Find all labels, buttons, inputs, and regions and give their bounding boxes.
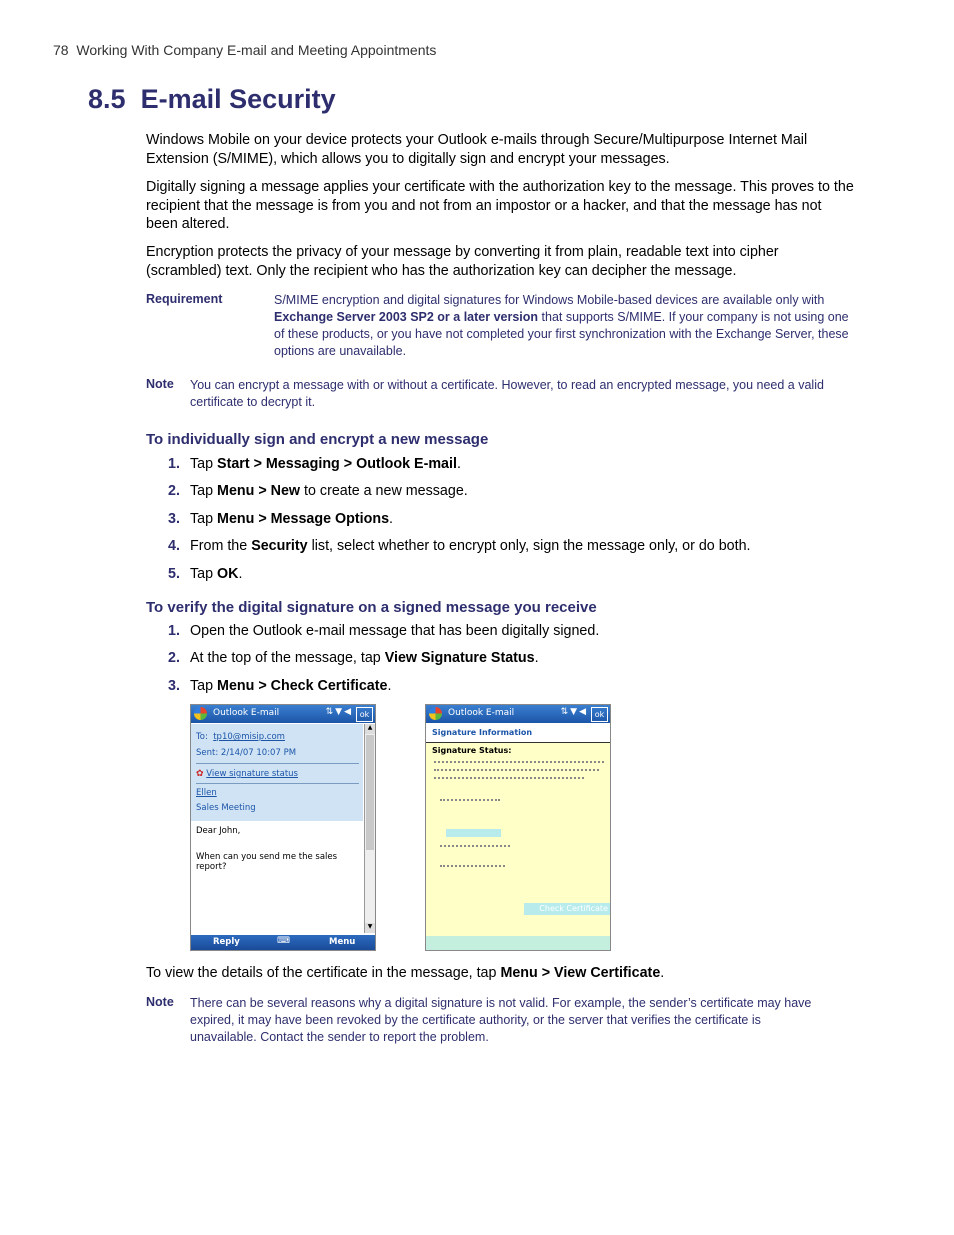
signature-icon: ✿ — [196, 769, 204, 779]
procedure-heading: To individually sign and encrypt a new message — [146, 431, 489, 448]
message-body: Dear John, When can you send me the sales report? — [196, 826, 338, 872]
phone-screenshot-signature-info — [425, 704, 611, 951]
step-item: 1. Open the Outlook e-mail message that has been digitally signed. — [168, 623, 600, 639]
scrollbar[interactable] — [364, 724, 375, 933]
garbled-text-line — [434, 769, 599, 773]
signature-status-label: Signature Status: — [432, 746, 512, 755]
procedure-heading: To verify the digital signature on a signed message you receive — [146, 599, 597, 616]
phone-app-title: Outlook E-mail — [448, 708, 515, 718]
page-number: 78 — [53, 42, 69, 58]
step-item: 3. Tap Menu > Message Options. — [168, 511, 394, 527]
step-item: 3. Tap Menu > Check Certificate. — [168, 678, 392, 694]
phone-app-title: Outlook E-mail — [213, 708, 280, 718]
to-address-link[interactable]: tp10@misip.com — [213, 732, 285, 742]
view-signature-status-link[interactable]: View signature status — [206, 769, 298, 779]
phone-title-bar — [426, 705, 610, 723]
garbled-text-line — [440, 799, 500, 803]
section-title — [88, 84, 336, 115]
reply-softkey[interactable]: Reply — [213, 937, 240, 947]
windows-start-icon[interactable] — [194, 707, 207, 720]
garbled-text-line — [440, 865, 505, 869]
ok-button[interactable]: ok — [591, 707, 608, 722]
note-text: You can encrypt a message with or without a certificate. However, to read an encrypted message, you need a valid certificate to decrypt it. — [190, 378, 824, 409]
sent-time: Sent: 2/14/07 10:07 PM — [196, 748, 297, 758]
phone-title-bar — [191, 705, 375, 723]
signature-info-heading: Signature Information — [432, 728, 533, 737]
header-text: Working With Company E-mail and Meeting Appointments — [76, 42, 437, 58]
step-item: 5. Tap OK. — [168, 566, 243, 582]
phone-screenshot-message — [190, 704, 376, 951]
keyboard-icon[interactable]: ⌨ — [277, 936, 290, 946]
section-title-text: E-mail Security — [140, 84, 336, 114]
message-header-pane — [191, 724, 363, 821]
view-certificate-instruction: To view the details of the certificate in the message, tap Menu > View Certificate. — [146, 965, 665, 981]
note-label: Note — [146, 995, 174, 1009]
step-item: 2. At the top of the message, tap View Signature Status. — [168, 650, 539, 666]
message-subject: Sales Meeting — [196, 803, 256, 813]
paragraph-2: Digitally signing a message applies your certificate with the authorization key to the message. This proves to the recipient that the message is from you and not from an impostor or a hacker, and that the message has not been altered. — [146, 179, 854, 232]
signature-info-pane — [426, 743, 610, 950]
soft-key-bar — [191, 935, 375, 950]
garbled-text-line — [434, 777, 584, 781]
to-label: To: — [196, 732, 208, 742]
scroll-down-icon[interactable]: ▼ — [365, 923, 375, 933]
section-number: 8.5 — [88, 84, 126, 114]
menu-softkey[interactable]: Menu — [329, 937, 356, 947]
garbled-text-line — [440, 845, 510, 849]
note-text: There can be several reasons why a digital signature is not valid. For example, the sender’s certificate may have expired, it may have been revoked by the certificate authority, or the server that verifies the certificate is unavailable. Contact the sender to report the problem. — [190, 996, 812, 1044]
check-certificate-button[interactable]: Check Certificate — [524, 903, 610, 915]
note-label: Note — [146, 377, 174, 391]
highlight-block — [446, 829, 501, 837]
windows-start-icon[interactable] — [429, 707, 442, 720]
status-icons: ⇅▼◀ — [560, 707, 588, 717]
paragraph-1: Windows Mobile on your device protects your Outlook e-mails through Secure/Multipurpose Internet Mail Extension (S/MIME), which allows you to digitally sign and encrypt your messages. — [146, 132, 808, 167]
bottom-band — [426, 936, 610, 950]
ok-button[interactable]: ok — [356, 707, 373, 722]
paragraph-3: Encryption protects the privacy of your message by converting it from plain, readable text into cipher (scrambled) text. Only the recipient who has the authorization key can decipher the message. — [146, 244, 779, 279]
step-item: 2. Tap Menu > New to create a new message. — [168, 483, 468, 499]
running-header — [53, 42, 436, 58]
status-icons: ⇅▼◀ — [325, 707, 353, 717]
step-item: 1. Tap Start > Messaging > Outlook E-mail. — [168, 456, 461, 472]
garbled-text-line — [434, 761, 604, 765]
step-item: 4. From the Security list, select whether to encrypt only, sign the message only, or do both. — [168, 538, 751, 554]
scroll-up-icon[interactable]: ▲ — [365, 724, 375, 734]
requirement-text: S/MIME encryption and digital signatures for Windows Mobile-based devices are available only with Exchange Server 2003 SP2 or a later version that supports S/MIME. If your company is not using one of these products, or you have not completed your first synchronization with the Exchange Server, these options are unavailable. — [274, 293, 849, 358]
requirement-label: Requirement — [146, 292, 223, 306]
requirement-bold: Exchange Server 2003 SP2 or a later version — [274, 310, 539, 324]
scroll-thumb[interactable] — [366, 735, 374, 850]
sender-link[interactable]: Ellen — [196, 788, 217, 798]
